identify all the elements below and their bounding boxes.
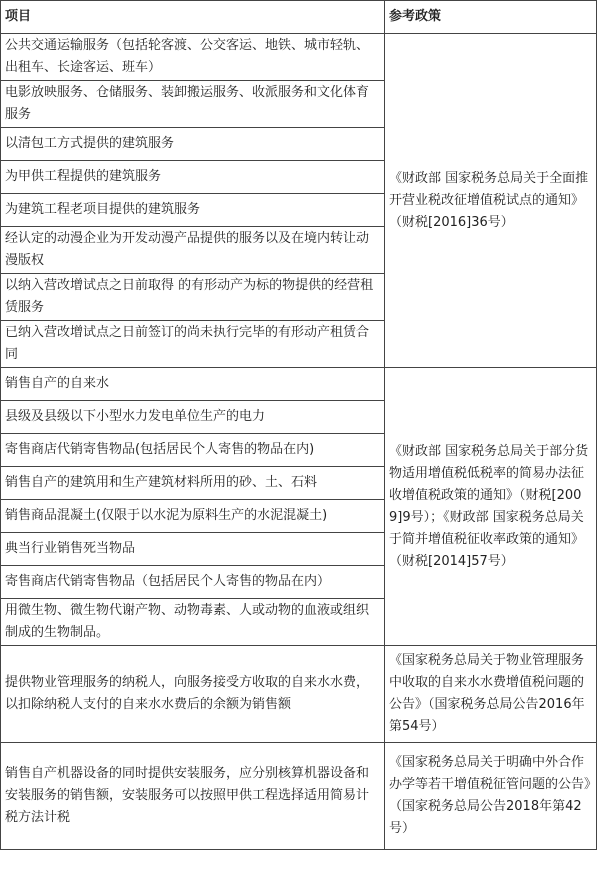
- item-cell: 县级及县级以下小型水力发电单位生产的电力: [1, 401, 385, 434]
- item-cell: 以纳入营改增试点之日前取得 的有形动产为标的物提供的经营租赁服务: [1, 274, 385, 321]
- policy-cell: 《财政部 国家税务总局关于部分货物适用增值税低税率的简易办法征收增值税政策的通知》（财税[2009]9号）；《财政部 国家税务总局关于简并增值税征收率政策的通知》（财税[2014]57号）: [385, 368, 597, 646]
- item-cell: 用微生物、微生物代谢产物、动物毒素、人或动物的血液或组织制成的生物制品。: [1, 599, 385, 646]
- item-cell: 电影放映服务、仓储服务、装卸搬运服务、收派服务和文化体育服务: [1, 81, 385, 128]
- item-cell: 销售商品混凝土(仅限于以水泥为原料生产的水泥混凝土): [1, 500, 385, 533]
- header-item: 项目: [1, 1, 385, 34]
- item-cell: 提供物业管理服务的纳税人，向服务接受方收取的自来水水费，以扣除纳税人支付的自来水水费后的余额为销售额: [1, 646, 385, 743]
- table-row: [1, 368, 597, 401]
- header-row: [1, 1, 597, 34]
- item-cell: 已纳入营改增试点之日前签订的尚未执行完毕的有形动产租赁合同: [1, 321, 385, 368]
- item-cell: 销售自产的自来水: [1, 368, 385, 401]
- item-cell: 寄售商店代销寄售物品（包括居民个人寄售的物品在内）: [1, 566, 385, 599]
- item-cell: 以清包工方式提供的建筑服务: [1, 128, 385, 161]
- item-cell: 销售自产机器设备的同时提供安装服务，应分别核算机器设备和安装服务的销售额，安装服务可以按照甲供工程选择适用简易计税方法计税: [1, 743, 385, 850]
- table-row: [1, 34, 597, 81]
- table-row: [1, 646, 597, 743]
- table-row: [1, 743, 597, 850]
- item-cell: 公共交通运输服务（包括轮客渡、公交客运、地铁、城市轻轨、出租车、长途客运、班车）: [1, 34, 385, 81]
- item-cell: 销售自产的建筑用和生产建筑材料所用的砂、土、石料: [1, 467, 385, 500]
- item-cell: 为建筑工程老项目提供的建筑服务: [1, 194, 385, 227]
- item-cell: 寄售商店代销寄售物品(包括居民个人寄售的物品在内): [1, 434, 385, 467]
- policy-cell: 《财政部 国家税务总局关于全面推开营业税改征增值税试点的通知》（财税[2016]36号）: [385, 34, 597, 368]
- item-cell: 经认定的动漫企业为开发动漫产品提供的服务以及在境内转让动漫版权: [1, 227, 385, 274]
- policy-cell: 《国家税务总局关于物业管理服务中收取的自来水水费增值税问题的公告》（国家税务总局公告2016年第54号）: [385, 646, 597, 743]
- policy-cell: 《国家税务总局关于明确中外合作办学等若干增值税征管问题的公告》（国家税务总局公告2018年第42号）: [385, 743, 597, 850]
- item-cell: 为甲供工程提供的建筑服务: [1, 161, 385, 194]
- item-cell: 典当行业销售死当物品: [1, 533, 385, 566]
- header-policy: 参考政策: [385, 1, 597, 34]
